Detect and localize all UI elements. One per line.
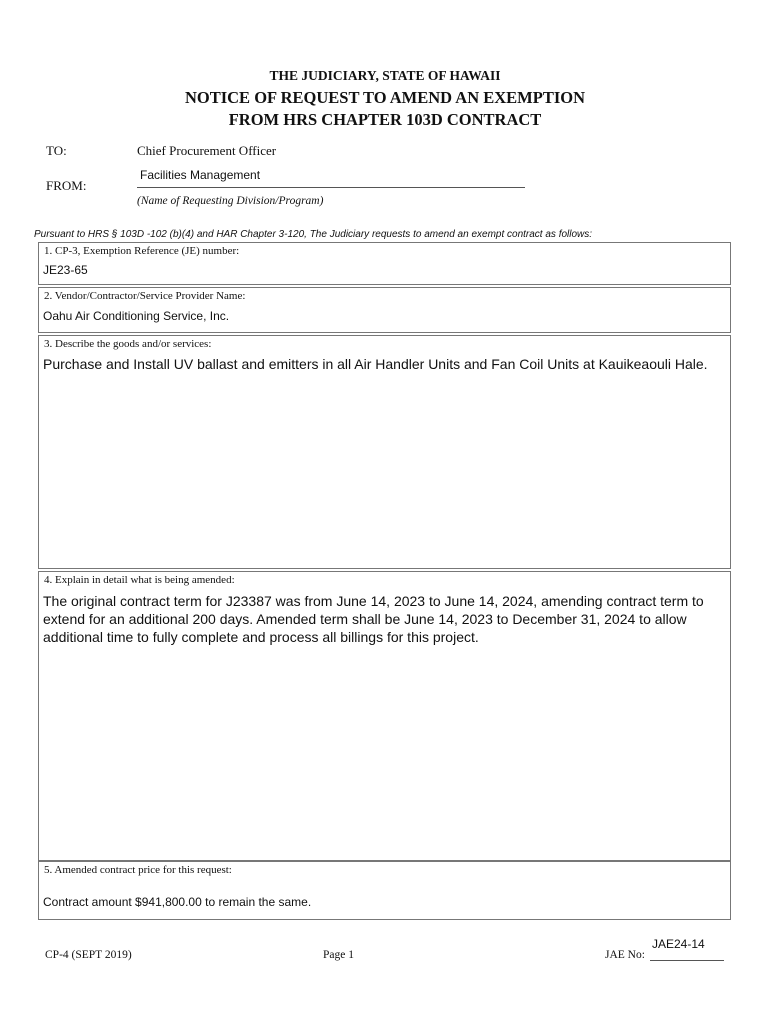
field-box-je-number: [38, 242, 731, 285]
vendor-name-field[interactable]: Oahu Air Conditioning Service, Inc.: [43, 309, 230, 323]
je-number-field[interactable]: JE23-65: [43, 263, 88, 277]
page-number: Page 1: [323, 949, 354, 961]
form-identifier: CP-4 (SEPT 2019): [45, 949, 132, 961]
jae-number-label: JAE No:: [605, 949, 645, 961]
description-field[interactable]: Purchase and Install UV ballast and emitters in all Air Handler Units and Fan Coil Units at Kauikeaouli Hale.: [43, 356, 708, 372]
from-label: FROM:: [46, 178, 87, 193]
field-box-price: [38, 861, 731, 920]
to-label: TO:: [46, 143, 67, 158]
from-underline: [137, 187, 525, 188]
jae-number-field[interactable]: JAE24-14: [652, 937, 705, 951]
form-title-line-1: NOTICE OF REQUEST TO AMEND AN EXEMPTION: [184, 88, 586, 107]
field-label-price: 5. Amended contract price for this request:: [44, 864, 232, 876]
amendment-detail-field[interactable]: The original contract term for J23387 was from June 14, 2023 to June 14, 2024, amending contract term to extend for an additional 200 days. Amended term shall be June 14, 2023 to December 31, 2024 to allow additional time to fully complete and process all billings for this project.: [43, 593, 704, 645]
pursuant-statement: Pursuant to HRS § 103D -102 (b)(4) and HAR Chapter 3-120, The Judiciary requests to amend an exempt contract as follows:: [34, 229, 593, 240]
jae-number-underline: [650, 960, 724, 961]
from-caption: (Name of Requesting Division/Program): [137, 195, 324, 207]
field-box-description: [38, 335, 731, 569]
from-field[interactable]: Facilities Management: [140, 168, 261, 182]
field-label-amendment: 4. Explain in detail what is being amended:: [44, 574, 235, 586]
contract-price-field[interactable]: Contract amount $941,800.00 to remain the same.: [43, 895, 312, 909]
field-box-vendor: [38, 287, 731, 333]
form-title-line-2: FROM HRS CHAPTER 103D CONTRACT: [228, 110, 542, 129]
to-value: Chief Procurement Officer: [137, 143, 277, 158]
header-agency: THE JUDICIARY, STATE OF HAWAII: [269, 68, 501, 83]
field-box-amendment: [38, 571, 731, 861]
field-label-description: 3. Describe the goods and/or services:: [44, 338, 212, 350]
field-label-je-number: 1. CP-3, Exemption Reference (JE) number:: [44, 245, 240, 257]
field-label-vendor: 2. Vendor/Contractor/Service Provider Name:: [44, 290, 246, 302]
